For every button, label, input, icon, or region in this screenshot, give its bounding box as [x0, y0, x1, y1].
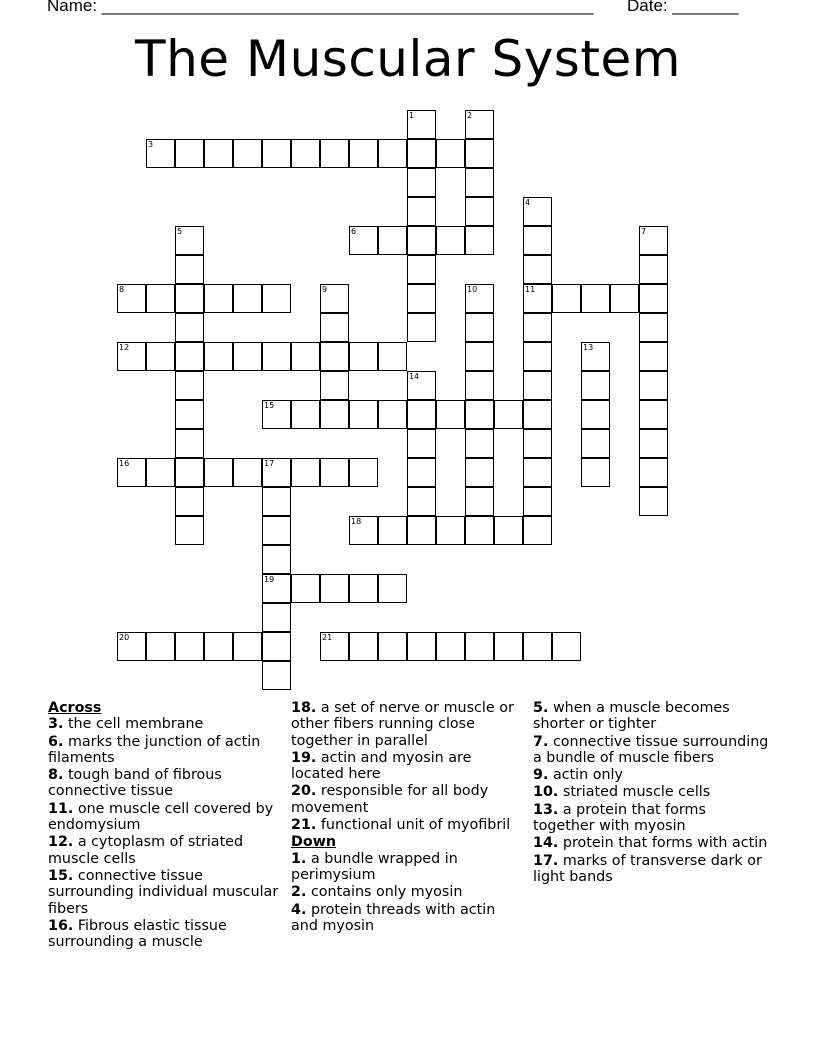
grid-cell[interactable] [465, 197, 494, 226]
clue-item-number: 19. [291, 749, 317, 766]
grid-cell[interactable] [320, 400, 349, 429]
grid-cell[interactable] [146, 342, 175, 371]
grid-cell[interactable] [639, 313, 668, 342]
grid-cell[interactable] [204, 342, 233, 371]
grid-cell[interactable] [349, 516, 378, 545]
grid-cell[interactable] [639, 429, 668, 458]
grid-cell[interactable] [175, 226, 204, 255]
grid-cell[interactable] [581, 284, 610, 313]
clue-item [48, 801, 280, 834]
grid-cell[interactable] [175, 400, 204, 429]
grid-cell[interactable] [204, 284, 233, 313]
grid-cell[interactable] [175, 139, 204, 168]
clue-item-number: 8. [48, 767, 64, 784]
clue-item [48, 834, 280, 867]
grid-cell[interactable] [639, 400, 668, 429]
grid-cell[interactable] [639, 226, 668, 255]
clue-item-number: 6. [48, 733, 64, 750]
grid-cell[interactable] [349, 226, 378, 255]
clue-item-text: connective tissue surrounding individual muscular fibers [48, 867, 279, 917]
grid-cell[interactable] [639, 371, 668, 400]
grid-cell[interactable] [320, 342, 349, 371]
clue-number: 17 [264, 459, 275, 468]
grid-cell[interactable] [494, 516, 523, 545]
grid-cell[interactable] [523, 429, 552, 458]
clue-item-number: 7. [533, 733, 549, 750]
grid-cell[interactable] [523, 371, 552, 400]
clue-item-text: connective tissue surrounding a bundle of muscle fibers [533, 733, 769, 766]
clue-number: 5 [177, 227, 183, 236]
clue-item-number: 14. [533, 835, 559, 852]
grid-cell[interactable] [523, 284, 552, 313]
grid-cell[interactable] [378, 632, 407, 661]
clue-number: 18 [351, 517, 362, 526]
clue-item [291, 817, 523, 833]
grid-cell[interactable] [523, 458, 552, 487]
grid-cell[interactable] [407, 458, 436, 487]
grid-cell[interactable] [494, 400, 523, 429]
grid-cell[interactable] [262, 284, 291, 313]
clue-item-text: a cytoplasm of striated muscle cells [48, 834, 244, 867]
clue-item-number: 20. [291, 783, 317, 800]
clue-item-text: marks the junction of actin filaments [48, 733, 261, 766]
grid-cell[interactable] [494, 632, 523, 661]
grid-cell[interactable] [378, 226, 407, 255]
clue-item [291, 700, 523, 749]
grid-cell[interactable] [407, 197, 436, 226]
clue-number: 16 [119, 459, 130, 468]
grid-cell[interactable] [262, 458, 291, 487]
clue-item-text: the cell membrane [67, 716, 204, 733]
grid-cell[interactable] [523, 487, 552, 516]
grid-cell[interactable] [465, 516, 494, 545]
grid-cell[interactable] [349, 139, 378, 168]
grid-cell[interactable] [407, 284, 436, 313]
clue-item [533, 835, 769, 851]
grid-cell[interactable] [407, 139, 436, 168]
grid-cell[interactable] [320, 574, 349, 603]
grid-cell[interactable] [465, 429, 494, 458]
grid-cell[interactable] [262, 487, 291, 516]
grid-cell[interactable] [581, 342, 610, 371]
grid-cell[interactable] [552, 632, 581, 661]
clue-item [291, 902, 523, 935]
grid-cell[interactable] [407, 110, 436, 139]
clue-item [48, 868, 280, 917]
grid-cell[interactable] [262, 516, 291, 545]
grid-cell[interactable] [349, 574, 378, 603]
grid-cell[interactable] [407, 371, 436, 400]
grid-cell[interactable] [436, 226, 465, 255]
grid-cell[interactable] [349, 632, 378, 661]
grid-cell[interactable] [175, 516, 204, 545]
grid-cell[interactable] [523, 516, 552, 545]
grid-cell[interactable] [291, 139, 320, 168]
grid-cell[interactable] [465, 110, 494, 139]
clue-item-text: functional unit of myofibril [320, 817, 511, 834]
down-heading: Down [291, 834, 337, 851]
grid-cell[interactable] [262, 139, 291, 168]
clue-item-text: protein that forms with actin [562, 835, 768, 852]
grid-cell[interactable] [146, 139, 175, 168]
clue-item-number: 10. [533, 784, 559, 801]
grid-cell[interactable] [233, 284, 262, 313]
clue-item-text: striated muscle cells [562, 784, 711, 801]
grid-cell[interactable] [378, 342, 407, 371]
grid-cell[interactable] [320, 313, 349, 342]
grid-cell[interactable] [465, 313, 494, 342]
clue-item [533, 700, 769, 733]
clue-item-text: actin and myosin are located here [291, 749, 472, 783]
grid-cell[interactable] [349, 342, 378, 371]
clue-item-text: when a muscle becomes shorter or tighter [533, 700, 730, 733]
clue-item [533, 853, 769, 886]
grid-cell[interactable] [581, 429, 610, 458]
grid-cell[interactable] [175, 255, 204, 284]
name-field-label: Name: ____________________________________________________ [47, 0, 594, 15]
grid-cell[interactable] [291, 342, 320, 371]
grid-cell[interactable] [523, 197, 552, 226]
clue-number: 7 [641, 227, 647, 236]
clue-item-text: protein threads with actin and myosin [291, 901, 496, 934]
grid-cell[interactable] [407, 313, 436, 342]
grid-cell[interactable] [146, 632, 175, 661]
grid-cell[interactable] [436, 400, 465, 429]
grid-cell[interactable] [465, 371, 494, 400]
grid-cell[interactable] [291, 574, 320, 603]
grid-cell[interactable] [262, 603, 291, 632]
grid-cell[interactable] [146, 458, 175, 487]
grid-cell[interactable] [581, 458, 610, 487]
clue-number: 14 [409, 372, 420, 381]
grid-cell[interactable] [465, 400, 494, 429]
grid-cell[interactable] [291, 458, 320, 487]
grid-cell[interactable] [175, 487, 204, 516]
grid-cell[interactable] [349, 458, 378, 487]
grid-cell[interactable] [407, 632, 436, 661]
grid-cell[interactable] [552, 284, 581, 313]
grid-cell[interactable] [465, 168, 494, 197]
grid-cell[interactable] [320, 371, 349, 400]
date-field-label: Date: _______ [627, 0, 739, 15]
clue-item [291, 851, 523, 884]
clue-number: 13 [583, 343, 594, 352]
clue-column-1 [48, 700, 280, 951]
grid-cell[interactable] [407, 255, 436, 284]
clue-item [533, 734, 769, 767]
clue-number: 1 [409, 111, 415, 120]
grid-cell[interactable] [407, 429, 436, 458]
clue-item-text: tough band of fibrous connective tissue [48, 767, 222, 800]
clue-number: 2 [467, 111, 473, 120]
grid-cell[interactable] [175, 458, 204, 487]
grid-cell[interactable] [117, 632, 146, 661]
clue-item-number: 21. [291, 817, 317, 834]
grid-cell[interactable] [262, 661, 291, 690]
grid-cell[interactable] [320, 139, 349, 168]
grid-cell[interactable] [233, 632, 262, 661]
grid-cell[interactable] [175, 429, 204, 458]
grid-cell[interactable] [320, 632, 349, 661]
grid-cell[interactable] [378, 516, 407, 545]
page-title: The Muscular System [135, 30, 681, 88]
grid-cell[interactable] [407, 226, 436, 255]
grid-cell[interactable] [262, 545, 291, 574]
clue-number: 3 [148, 140, 154, 149]
clue-item-text: responsible for all body movement [291, 783, 489, 816]
clue-item [48, 918, 280, 951]
clue-item-text: a bundle wrapped in perimysium [291, 850, 458, 883]
across-heading: Across [48, 700, 102, 716]
clue-item-number: 11. [48, 800, 74, 817]
grid-cell[interactable] [407, 487, 436, 516]
grid-cell[interactable] [465, 226, 494, 255]
clue-number: 10 [467, 285, 478, 294]
grid-cell[interactable] [291, 400, 320, 429]
clue-item-text: a protein that forms together with myosin [533, 801, 706, 835]
grid-cell[interactable] [320, 284, 349, 313]
clue-number: 12 [119, 343, 130, 352]
clue-item-number: 5. [533, 700, 549, 716]
grid-cell[interactable] [233, 139, 262, 168]
clue-item-text: Fibrous elastic tissue surrounding a muscle [48, 917, 227, 951]
grid-cell[interactable] [407, 168, 436, 197]
grid-cell[interactable] [639, 487, 668, 516]
clue-item-number: 2. [291, 884, 307, 901]
grid-cell[interactable] [204, 458, 233, 487]
grid-cell[interactable] [378, 574, 407, 603]
clue-number: 19 [264, 575, 275, 584]
clue-item-number: 18. [291, 700, 317, 716]
grid-cell[interactable] [175, 371, 204, 400]
clue-item [533, 784, 769, 800]
grid-cell[interactable] [175, 632, 204, 661]
clue-item-text: marks of transverse dark or light bands [533, 852, 762, 885]
grid-cell[interactable] [117, 342, 146, 371]
grid-cell[interactable] [465, 284, 494, 313]
clue-item-text: one muscle cell covered by endomysium [48, 800, 274, 834]
clue-item-number: 1. [291, 850, 307, 867]
clue-number: 6 [351, 227, 357, 236]
grid-cell[interactable] [436, 516, 465, 545]
grid-cell[interactable] [233, 458, 262, 487]
grid-cell[interactable] [465, 487, 494, 516]
clue-number: 21 [322, 633, 333, 642]
clue-number: 11 [525, 285, 536, 294]
grid-cell[interactable] [233, 342, 262, 371]
grid-cell[interactable] [175, 342, 204, 371]
grid-cell[interactable] [262, 400, 291, 429]
grid-cell[interactable] [262, 574, 291, 603]
grid-cell[interactable] [639, 458, 668, 487]
clue-item-text: contains only myosin [310, 884, 463, 901]
grid-cell[interactable] [639, 255, 668, 284]
clue-item [533, 802, 769, 835]
grid-cell[interactable] [436, 632, 465, 661]
clue-number: 9 [322, 285, 328, 294]
grid-cell[interactable] [523, 313, 552, 342]
grid-cell[interactable] [523, 400, 552, 429]
clue-item [533, 767, 769, 783]
clue-column-3 [533, 700, 769, 886]
clue-item-text: a set of nerve or muscle or other fibers running close together in parallel [291, 700, 514, 749]
grid-cell[interactable] [523, 342, 552, 371]
grid-cell[interactable] [523, 632, 552, 661]
grid-cell[interactable] [581, 400, 610, 429]
clue-item [48, 734, 280, 767]
grid-cell[interactable] [639, 342, 668, 371]
grid-cell[interactable] [581, 371, 610, 400]
grid-cell[interactable] [523, 226, 552, 255]
clue-item-number: 13. [533, 801, 559, 818]
grid-cell[interactable] [610, 284, 639, 313]
clue-item-number: 9. [533, 767, 549, 784]
grid-cell[interactable] [465, 139, 494, 168]
grid-cell[interactable] [523, 255, 552, 284]
clue-item [291, 750, 523, 783]
clue-item [48, 716, 280, 732]
grid-cell[interactable] [465, 632, 494, 661]
clue-item [291, 884, 523, 900]
grid-cell[interactable] [117, 458, 146, 487]
clue-number: 8 [119, 285, 125, 294]
clue-item-number: 16. [48, 917, 74, 934]
grid-cell[interactable] [262, 342, 291, 371]
grid-cell[interactable] [378, 400, 407, 429]
grid-cell[interactable] [146, 284, 175, 313]
grid-cell[interactable] [204, 632, 233, 661]
grid-cell[interactable] [436, 139, 465, 168]
clue-item-number: 17. [533, 852, 559, 869]
grid-cell[interactable] [117, 284, 146, 313]
grid-cell[interactable] [465, 458, 494, 487]
clue-number: 4 [525, 198, 531, 207]
grid-cell[interactable] [407, 516, 436, 545]
grid-cell[interactable] [407, 400, 436, 429]
grid-cell[interactable] [320, 458, 349, 487]
clue-column-2 [291, 700, 523, 935]
clue-number: 15 [264, 401, 275, 410]
grid-cell[interactable] [175, 284, 204, 313]
grid-cell[interactable] [175, 313, 204, 342]
grid-cell[interactable] [204, 139, 233, 168]
grid-cell[interactable] [262, 632, 291, 661]
clue-item [291, 783, 523, 816]
clue-item-number: 3. [48, 716, 64, 733]
clue-item-number: 4. [291, 901, 307, 918]
grid-cell[interactable] [349, 400, 378, 429]
clue-item-number: 12. [48, 834, 74, 851]
clue-number: 20 [119, 633, 130, 642]
grid-cell[interactable] [639, 284, 668, 313]
grid-cell[interactable] [378, 139, 407, 168]
clue-item-text: actin only [552, 767, 623, 784]
grid-cell[interactable] [465, 342, 494, 371]
clue-item [48, 767, 280, 800]
clue-item-number: 15. [48, 867, 74, 884]
